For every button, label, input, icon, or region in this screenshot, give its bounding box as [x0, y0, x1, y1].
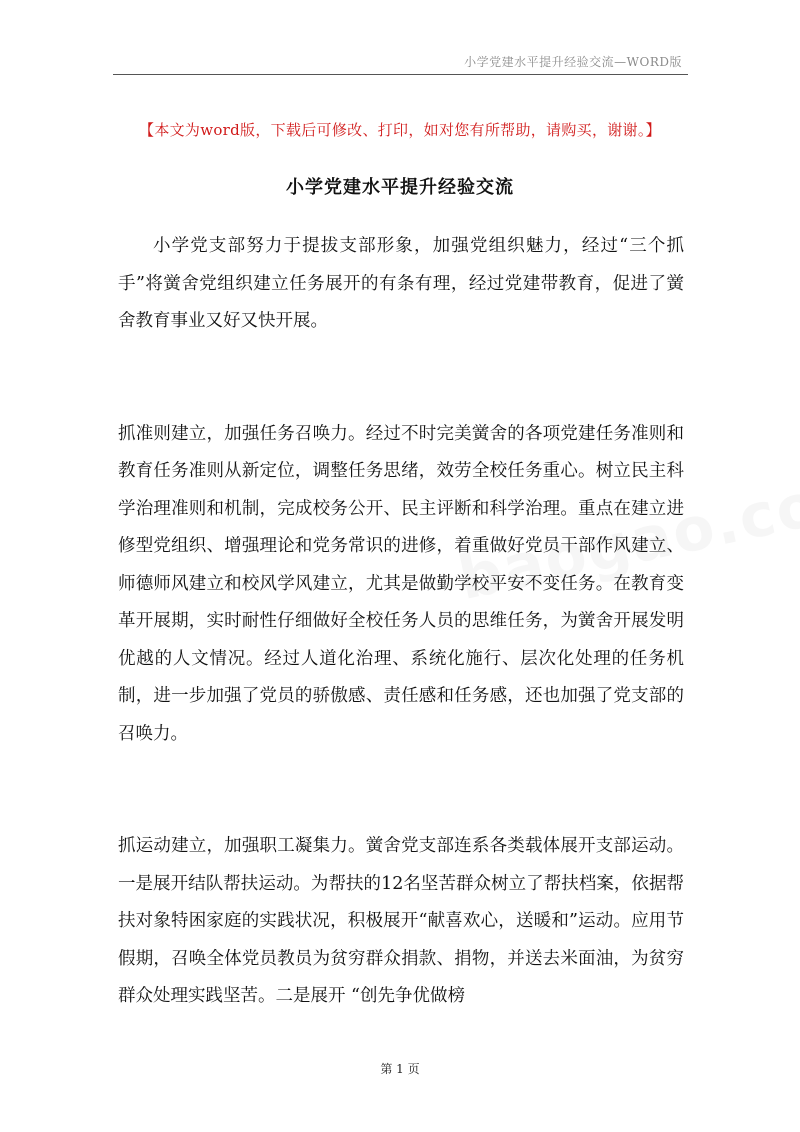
document-body — [118, 228, 684, 1016]
paragraph-intro: 小学党支部努力于提拔支部形象，加强党组织魅力，经过“三个抓手”将黉舍党组织建立任务展开的有条有理，经过党建带教育，促进了黉舍教育事业又好又快开展。 — [118, 236, 684, 331]
header-divider — [113, 74, 688, 75]
document-title: 小学党建水平提升经验交流 — [286, 177, 514, 198]
paragraph-rules: 抓准则建立，加强任务召唤力。经过不时完美黉舍的各项党建任务准则和教育任务准则从新定位，调整任务思绪，效劳全校任务重心。树立民主科学治理准则和机制，完成校务公开、民主评断和科学治理。重点在建立进修型党组织、增强理论和党务常识的进修，着重做好党员干部作风建立、师德师风建立和校风学风建立，尤其是做勤学校平安不变任务。在教育变革开展期，实时耐性仔细做好全校任务人员的思维任务，为黉舍开展发明优越的人文情况。经过人道化治理、系统化施行、层次化处理的任务机制，进一步加强了党员的骄傲感、责任感和任务感，还也加强了党支部的召唤力。 — [118, 423, 684, 744]
paragraph-activities: 抓运动建立，加强职工凝集力。黉舍党支部连系各类载体展开支部运动。一是展开结队帮扶运动。为帮扶的12名坚苦群众树立了帮扶档案，依据帮扶对象特困家庭的实践状况，积极展开“献喜欢心，送暖和”运动。应用节假期，召唤全体党员教员为贫穷群众捐款、捐物，并送去米面油，为贫穷群众处理实践坚苦。二是展开 “创先争优做榜 — [118, 836, 684, 1006]
purchase-notice: 【本文为word版，下载后可修改、打印，如对您有所帮助，请购买，谢谢。】 — [139, 121, 661, 139]
page-number: 第 1 页 — [380, 1062, 420, 1076]
running-header: 小学党建水平提升经验交流—WORD版 — [464, 55, 682, 69]
